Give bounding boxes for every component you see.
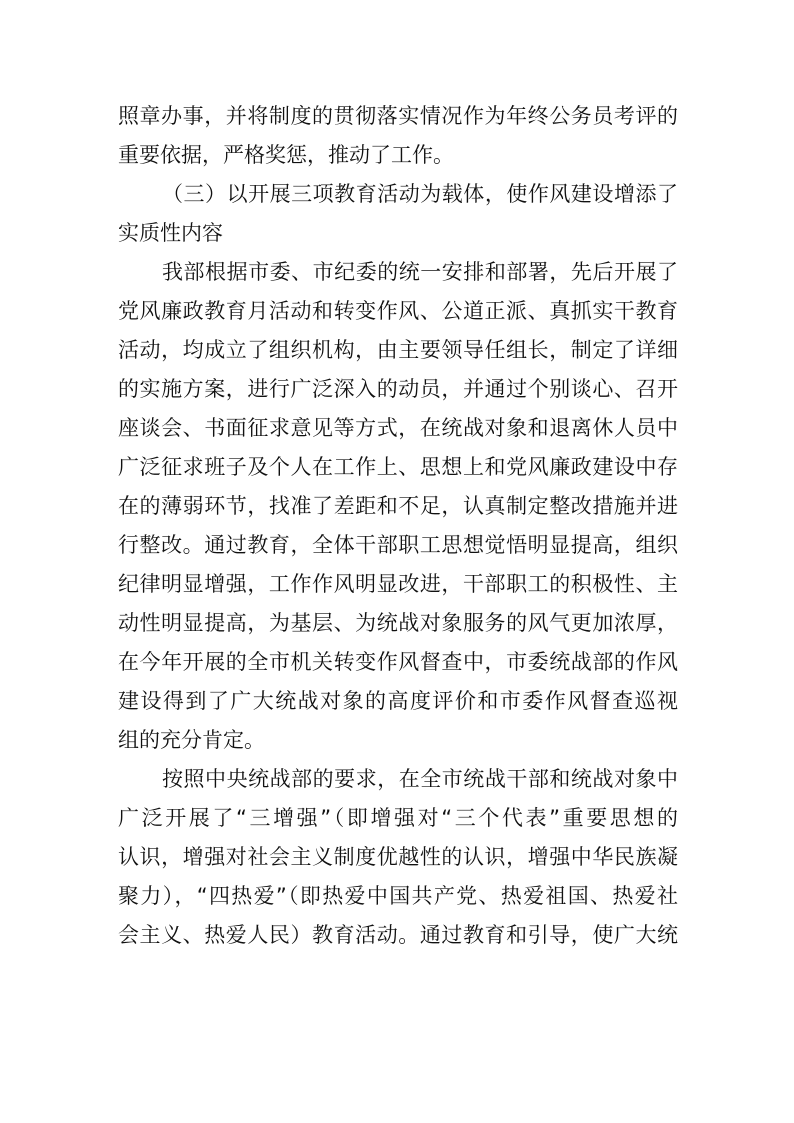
text-line: 按照中央统战部的要求，在全市统战干部和统战对象中 xyxy=(162,767,678,791)
text-line: 在的薄弱环节，找准了差距和不足，认真制定整改措施并进 xyxy=(118,494,678,518)
text-line: 会主义、热爱人民）教育活动。通过教育和引导，使广大统 xyxy=(118,923,678,947)
text-line: 广泛征求班子及个人在工作上、思想上和党风廉政建设中存 xyxy=(118,455,678,479)
text-line: 组的充分肯定。 xyxy=(118,728,265,752)
text-line: 广泛开展了“三增强”（即增强对“三个代表”重要思想的 xyxy=(118,806,678,830)
text-line: 的实施方案，进行广泛深入的动员，并通过个别谈心、召开 xyxy=(118,377,678,401)
text-line: 聚力），“四热爱”（即热爱中国共产党、热爱祖国、热爱社 xyxy=(118,884,678,908)
text-line: 认识，增强对社会主义制度优越性的认识，增强中华民族凝 xyxy=(118,845,678,869)
text-line: 行整改。通过教育，全体干部职工思想觉悟明显提高，组织 xyxy=(118,533,678,557)
text-line: 建设得到了广大统战对象的高度评价和市委作风督查巡视 xyxy=(118,689,678,713)
text-line: （三）以开展三项教育活动为载体，使作风建设增添了 xyxy=(162,182,678,206)
text-line: 座谈会、书面征求意见等方式，在统战对象和退离休人员中 xyxy=(118,416,678,440)
text-line: 实质性内容 xyxy=(118,221,223,245)
text-line: 重要依据，严格奖惩，推动了工作。 xyxy=(118,143,454,167)
text-line: 活动，均成立了组织机构，由主要领导任组长，制定了详细 xyxy=(118,338,678,362)
text-line: 动性明显提高，为基层、为统战对象服务的风气更加浓厚， xyxy=(118,611,678,635)
text-line: 照章办事，并将制度的贯彻落实情况作为年终公务员考评的 xyxy=(118,104,678,128)
text-line: 纪律明显增强，工作作风明显改进，干部职工的积极性、主 xyxy=(118,572,678,596)
text-line: 在今年开展的全市机关转变作风督查中，市委统战部的作风 xyxy=(118,650,678,674)
text-line: 党风廉政教育月活动和转变作风、公道正派、真抓实干教育 xyxy=(118,299,678,323)
body-text xyxy=(118,97,678,955)
text-line: 我部根据市委、市纪委的统一安排和部署，先后开展了 xyxy=(162,260,678,284)
